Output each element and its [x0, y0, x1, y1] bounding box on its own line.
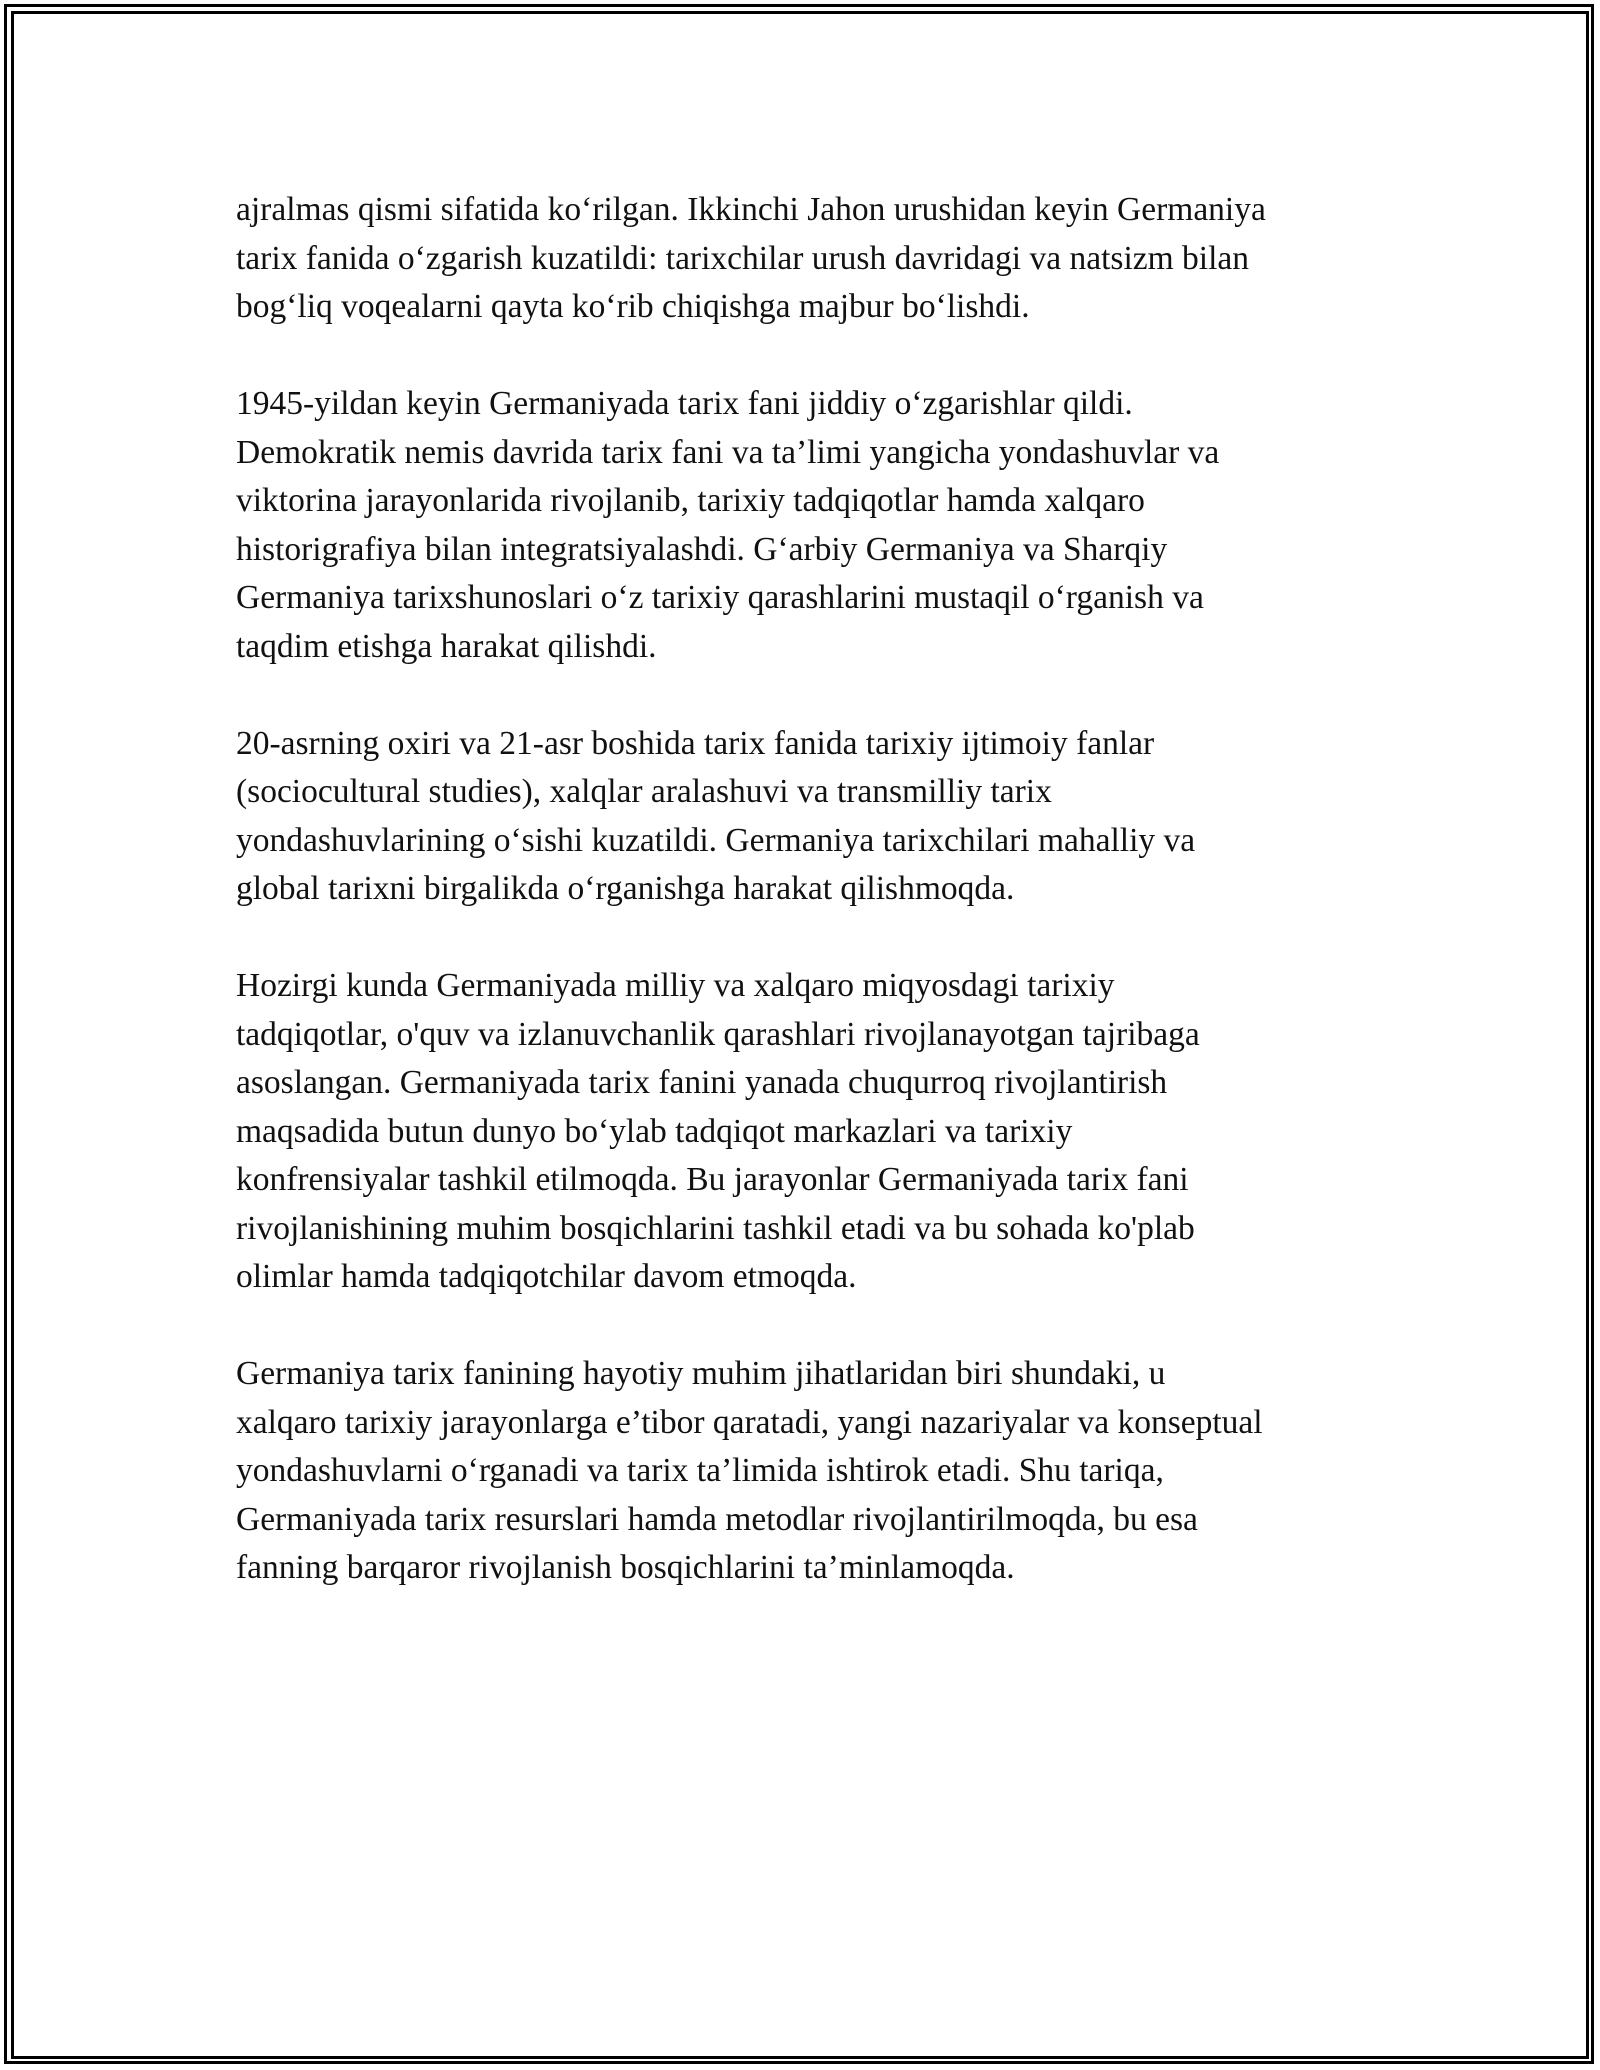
document-body	[236, 186, 1376, 1641]
text-line: historigrafiya bilan integratsiyalashdi. G‘arbiy Germaniya va Sharqiy	[236, 530, 1168, 568]
paragraph-3	[236, 720, 1376, 914]
text-line: maqsadida butun dunyo bo‘ylab tadqiqot markazlari va tarixiy	[236, 1112, 1073, 1150]
text-line: ajralmas qismi sifatida ko‘rilgan. Ikkinchi Jahon urushidan keyin Germaniya	[236, 191, 1266, 228]
paragraph-2	[236, 380, 1376, 671]
text-line: konfrensiyalar tashkil etilmoqda. Bu jarayonlar Germaniyada tarix fani	[236, 1161, 1189, 1198]
text-line: yondashuvlarni o‘rganadi va tarix ta’limida ishtirok etadi. Shu tariqa,	[236, 1452, 1164, 1489]
text-line: tadqiqotlar, o'quv va izlanuvchanlik qarashlari rivojlanayotgan tajribaga	[236, 1015, 1200, 1053]
text-line: 20-asrning oxiri va 21-asr boshida tarix fanida tarixiy ijtimoiy fanlar	[236, 724, 1155, 762]
text-line: fanning barqaror rivojlanish bosqichlarini ta’minlamoqda.	[236, 1549, 1015, 1586]
paragraph-5	[236, 1350, 1376, 1593]
text-line: tarix fanida o‘zgarish kuzatildi: tarixchilar urush davridagi va natsizm bilan	[236, 239, 1250, 277]
text-line: taqdim etishga harakat qilishdi.	[236, 627, 657, 665]
text-line: Germaniyada tarix resurslari hamda metodlar rivojlantirilmoqda, bu esa	[236, 1500, 1198, 1538]
text-line: (sociocultural studies), xalqlar aralashuvi va transmilliy tarix	[236, 773, 1052, 810]
text-line: rivojlanishining muhim bosqichlarini tashkil etadi va bu sohada ko'plab	[236, 1209, 1195, 1247]
text-line: viktorina jarayonlarida rivojlanib, tarixiy tadqiqotlar hamda xalqaro	[236, 482, 1145, 519]
paragraph-4	[236, 962, 1376, 1302]
text-line: yondashuvlarining o‘sishi kuzatildi. Germaniya tarixchilari mahalliy va	[236, 821, 1196, 859]
text-line: 1945-yildan keyin Germaniyada tarix fani jiddiy o‘zgarishlar qildi.	[236, 385, 1133, 422]
text-line: global tarixni birgalikda o‘rganishga harakat qilishmoqda.	[236, 870, 1015, 907]
text-line: Germaniya tarix fanining hayotiy muhim jihatlaridan biri shundaki, u	[236, 1355, 1166, 1392]
text-line: Hozirgi kunda Germaniyada milliy va xalqaro miqyosdagi tarixiy	[236, 967, 1115, 1004]
text-line: Germaniya tarixshunoslari o‘z tarixiy qarashlarini mustaqil o‘rganish va	[236, 579, 1204, 616]
text-line: olimlar hamda tadqiqotchilar davom etmoqda.	[236, 1258, 857, 1295]
paragraph-1	[236, 186, 1376, 332]
text-line: bog‘liq voqealarni qayta ko‘rib chiqishga majbur bo‘lishdi.	[236, 288, 1030, 325]
text-line: asoslangan. Germaniyada tarix fanini yanada chuqurroq rivojlantirish	[236, 1064, 1168, 1101]
text-line: xalqaro tarixiy jarayonlarga e’tibor qaratadi, yangi nazariyalar va konseptual	[236, 1403, 1263, 1441]
text-line: Demokratik nemis davrida tarix fani va ta’limi yangicha yondashuvlar va	[236, 433, 1220, 471]
